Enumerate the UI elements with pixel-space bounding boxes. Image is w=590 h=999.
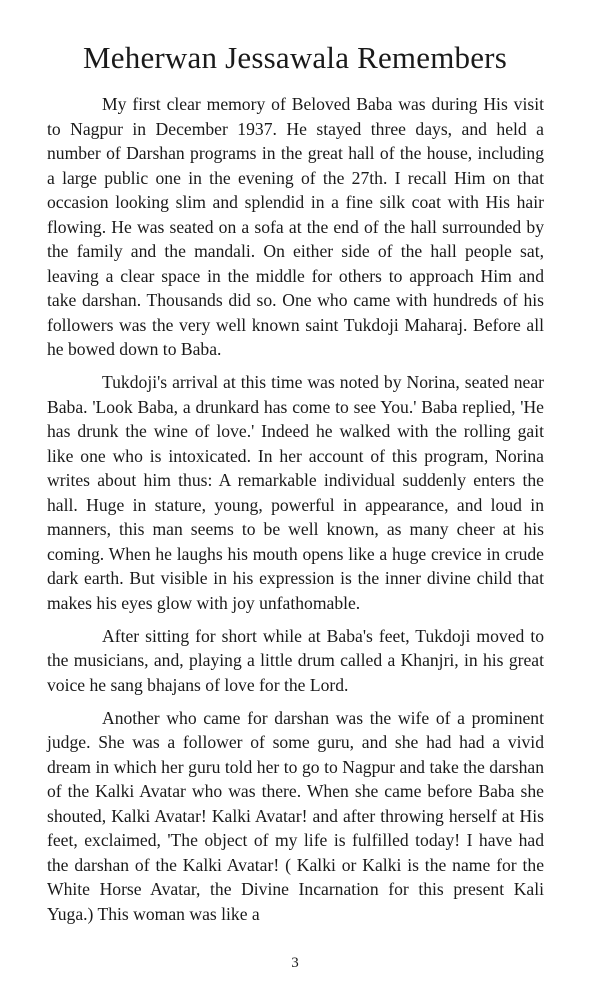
paragraph-3: After sitting for short while at Baba's feet, Tukdoji moved to the musicians, and, playing a little drum called a Khanjri, in his great voice he sang bhajans of love for the Lord. [47,625,544,695]
paragraph-1: My first clear memory of Beloved Baba was during His visit to Nagpur in December 1937. He stayed three days, and held a number of Darshan programs in the great hall of the house, including a large public one in the evening of the 27th. I recall Him on that occasion looking slim and splendid in a fine silk coat with His hair flowing. He was seated on a sofa at the end of the hall surrounded by the family and the mandali. On either side of the hall people sat, leaving a clear space in the middle for others to approach Him and take darshan. Thousands did so. One who came with hundreds of his followers was the very well known saint Tukdoji Maharaj. Before all he bowed down to Baba. [47,94,544,359]
paragraph-4: Another who came for darshan was the wife of a prominent judge. She was a follower of some guru, and she had had a vivid dream in which her guru told her to go to Nagpur and take the darshan of the Kalki Avatar who was there. When she came before Baba she shouted, Kalki Avatar! Kalki Avatar! and after throwing herself at His feet, exclaimed, 'The object of my life is fulfilled today! I have had the darshan of the Kalki Avatar! ( Kalki or Kalki is the name for the White Horse Avatar, the Divine Incarnation for this present Kali Yuga.) This woman was like a [47,707,544,924]
body-text [47,92,544,935]
page-number: 3 [291,955,299,971]
chapter-title: Meherwan Jessawala Remembers [83,40,507,75]
paragraph-2: Tukdoji's arrival at this time was noted by Norina, seated near Baba. 'Look Baba, a drunkard has come to see You.' Baba replied, 'He has drunk the wine of love.' Indeed he walked with the rolling gait like one who is intoxicated. In her account of this program, Norina writes about him thus: A remarkable individual suddenly enters the hall. Huge in stature, young, powerful in appearance, and loud in manners, this man seems to be well known, as many cheer at his coming. When he laughs his mouth opens like a huge crevice in crude dark earth. But visible in his expression is the inner divine child that makes his eyes glow with joy unfathomable. [47,372,544,613]
